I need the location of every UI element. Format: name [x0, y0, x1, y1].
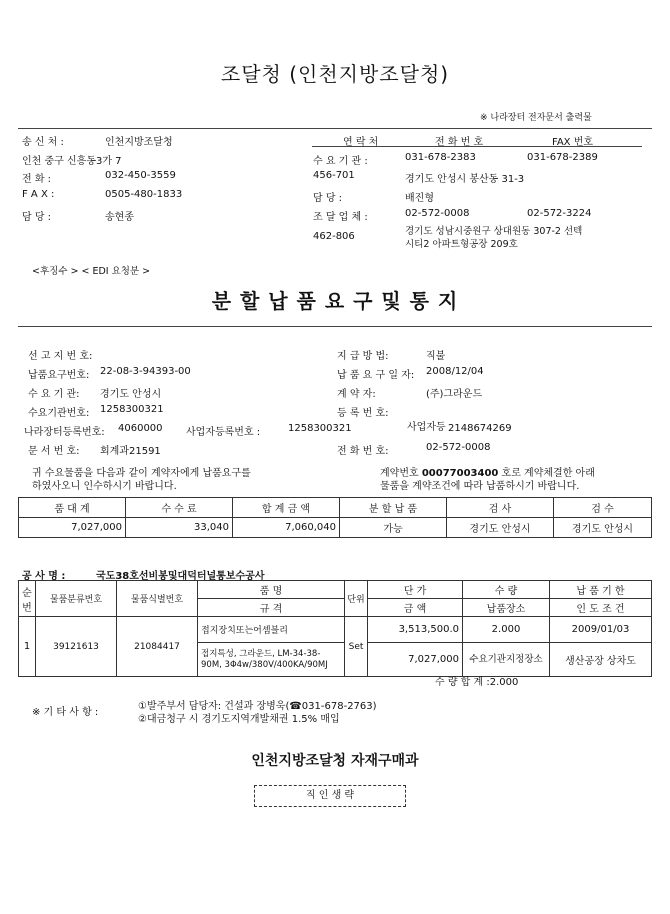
- notice-right-1c: 호로 계약체결한 아래: [498, 468, 595, 479]
- sender-org: 인천지방조달청: [105, 137, 173, 148]
- name-header: 품 명: [198, 581, 345, 599]
- qty-total: 수 량 합 계 :2.000: [435, 677, 519, 688]
- contractor: (주)그라운드: [426, 389, 483, 400]
- items-table: [18, 580, 652, 677]
- seq-header: [19, 581, 36, 617]
- seq-header-1: 순: [22, 587, 32, 599]
- demand-officer: 배진형: [405, 193, 434, 204]
- contractor-label: 계 약 자:: [337, 389, 376, 400]
- seq-header-2: 번: [22, 602, 32, 614]
- document-title: 분 할 납 품 요 구 및 통 지: [211, 289, 459, 313]
- notice-left-2: 하였사오니 인수하시기 바랍니다.: [32, 481, 177, 492]
- class-no-header: 물품분류번호: [36, 581, 117, 617]
- demand-officer-label: 담 당 :: [313, 193, 343, 204]
- demand-org: 경기도 안성시: [100, 389, 162, 400]
- item-terms: 생산공장 상차도: [550, 643, 652, 677]
- other-label: ※ 기 타 사 항 :: [32, 707, 99, 718]
- pay: 직불: [426, 351, 446, 362]
- nara-reg: 4060000: [118, 423, 163, 434]
- item-amount: 7,027,000: [368, 643, 463, 677]
- summary-header: 수 수 료: [126, 498, 233, 518]
- sender-address: 인천 중구 신흥동3가 7: [22, 156, 122, 167]
- demand-address: 경기도 안성시 봉산동 31-3: [405, 174, 525, 185]
- summary-header: 품 대 계: [19, 498, 126, 518]
- seal-omitted: 직 인 생 략: [305, 790, 355, 801]
- sender-phone: 032-450-3559: [105, 170, 176, 181]
- item-price: 3,513,500.0: [368, 617, 463, 643]
- issuing-department: 인천지방조달청 자재구매과: [251, 753, 419, 769]
- nara-reg-label: 나라장터등록번호:: [24, 427, 105, 438]
- demand-zip: 456-701: [313, 170, 355, 181]
- biz-reg: 1258300321: [288, 423, 352, 434]
- supplier-address-2: 시티2 아파트형공장 209호: [405, 239, 518, 250]
- item-qty: 2.000: [463, 617, 550, 643]
- terms-header: 인 도 조 건: [550, 599, 652, 617]
- demand-phone: 031-678-2383: [405, 152, 476, 163]
- ident-no-header: 물품식별번호: [117, 581, 198, 617]
- project-label: 공 사 명 :: [22, 571, 66, 582]
- item-name: 접지장치또는어셈블리: [198, 617, 345, 643]
- other-line-1: ①발주부서 담당자: 건설과 장병욱(☎031-678-2763): [138, 701, 377, 712]
- due-header: 납 품 기 한: [550, 581, 652, 599]
- contract-number: 00077003400: [421, 468, 499, 479]
- amount-header: 금 액: [368, 599, 463, 617]
- demand-org-label: 수 요 기 관:: [28, 389, 80, 400]
- item-unit: Set: [345, 617, 368, 677]
- spec-header: 규 격: [198, 599, 345, 617]
- item-ident-no: 21084417: [117, 617, 198, 677]
- request-date: 2008/12/04: [426, 366, 484, 377]
- sender-org-label: 송 신 처 :: [22, 137, 64, 148]
- summary-header: 검 사: [447, 498, 554, 518]
- summary-value: 7,027,000: [19, 518, 126, 538]
- item-spec: 접지특성, 그라운드, LM-34-38-90M, 3Φ4w/380V/400KA/90MJ: [198, 643, 345, 677]
- other-line-2: ②대금청구 시 경기도지역개발채권 1.5% 매입: [138, 714, 340, 725]
- print-note: ※ 나라장터 전자문서 출력물: [480, 113, 592, 123]
- demand-label: 수 요 기 관 :: [313, 156, 368, 167]
- summary-value: 33,040: [126, 518, 233, 538]
- place-header: 납품장소: [463, 599, 550, 617]
- unit-header: 단위: [345, 581, 368, 617]
- page-title: 조달청 (인천지방조달청): [220, 62, 450, 86]
- summary-value: 가능: [340, 518, 447, 538]
- notice-right-2: 물품을 계약조건에 따라 납품하시기 바랍니다.: [380, 481, 580, 492]
- supplier-fax: 02-572-3224: [527, 208, 592, 219]
- item-due: 2009/01/03: [550, 617, 652, 643]
- request-tags: <후징수 > < EDI 요청분 >: [32, 266, 151, 277]
- price-header: 단 가: [368, 581, 463, 599]
- phone-header: 전 화 번 호: [435, 137, 484, 148]
- doc-no-label: 문 서 번 호:: [28, 446, 80, 457]
- doc-no: 회계과21591: [100, 446, 161, 457]
- summary-value: 경기도 안성시: [447, 518, 554, 538]
- sender-officer: 송현종: [105, 212, 134, 223]
- item-seq: 1: [19, 617, 36, 677]
- demand-code: 1258300321: [100, 404, 164, 415]
- fax-header: FAX 번호: [552, 137, 594, 148]
- contact-header: 연 락 처: [343, 137, 379, 148]
- summary-table: [18, 497, 652, 538]
- notice-right-1a: 계약번호: [380, 468, 422, 479]
- summary-header: 분 할 납 품: [340, 498, 447, 518]
- sender-officer-label: 담 당 :: [22, 212, 52, 223]
- biz-no-label: 사업자등: [407, 422, 446, 433]
- tel: 02-572-0008: [426, 442, 491, 453]
- supplier-label: 조 달 업 체 :: [313, 212, 368, 223]
- sender-fax-label: F A X :: [22, 189, 55, 200]
- demand-fax: 031-678-2389: [527, 152, 598, 163]
- item-class-no: 39121613: [36, 617, 117, 677]
- request-date-label: 납 품 요 구 일 자:: [337, 370, 415, 381]
- summary-value: 7,060,040: [233, 518, 340, 538]
- pay-label: 지 급 방 법:: [337, 351, 389, 362]
- biz-no: 2148674269: [448, 423, 512, 434]
- summary-header: 합 계 금 액: [233, 498, 340, 518]
- seal-omitted-box: [254, 785, 406, 807]
- item-place: 수요기관지정장소: [463, 643, 550, 677]
- qty-header: 수 량: [463, 581, 550, 599]
- request-no-label: 납품요구번호:: [28, 370, 90, 381]
- notice-no-label: 선 고 지 번 호:: [28, 351, 93, 362]
- contact-divider: [312, 146, 642, 147]
- summary-value: 경기도 안성시: [554, 518, 652, 538]
- supplier-zip: 462-806: [313, 231, 355, 242]
- notice-left-1: 귀 수요물품을 다음과 같이 계약자에게 납품요구를: [32, 468, 251, 479]
- reg-no-label: 등 록 번 호:: [337, 408, 389, 419]
- supplier-phone: 02-572-0008: [405, 208, 470, 219]
- sender-phone-label: 전 화 :: [22, 174, 52, 185]
- summary-header: 검 수: [554, 498, 652, 518]
- tel-label: 전 화 번 호:: [337, 446, 389, 457]
- sender-fax: 0505-480-1833: [105, 189, 183, 200]
- demand-code-label: 수요기관번호:: [28, 408, 90, 419]
- table-row: [19, 617, 652, 643]
- request-no: 22-08-3-94393-00: [100, 366, 191, 377]
- supplier-address-1: 경기도 성남시중원구 상대원동 307-2 선텍: [405, 226, 583, 237]
- biz-reg-label: 사업자등록번호 :: [186, 427, 261, 438]
- project-name: 국도38호선비봉및대덕터널통보수공사: [96, 571, 265, 582]
